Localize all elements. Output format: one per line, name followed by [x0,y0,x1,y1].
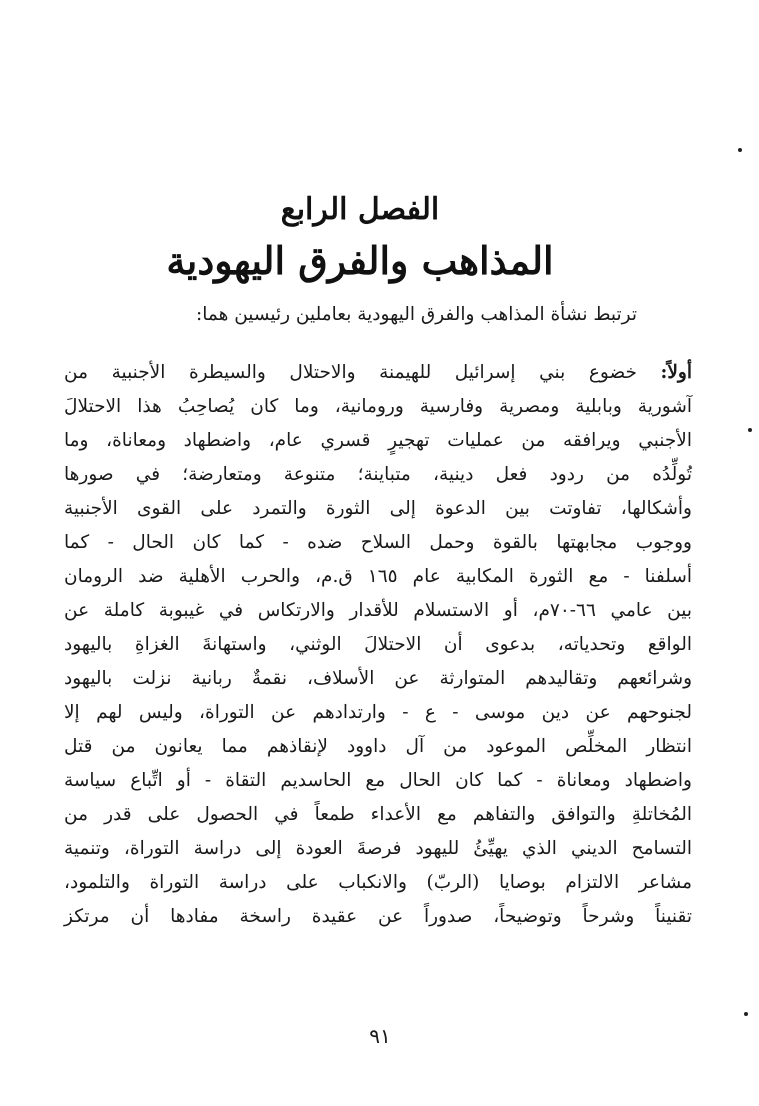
margin-speck [744,1012,748,1016]
paragraph-line: لجنوحهم عن دين موسى - ع - وارتدادهم عن التوراة، وليس لهم إلا [64,702,692,723]
paragraph-line: بين عامي ٦٦-٧٠م، أو الاستسلام للأقدار والارتكاس في غيبوبة كاملة عن [64,600,692,621]
paragraph-line [64,356,692,390]
paragraph-line-text: خضوع بني إسرائيل للهيمنة والاحتلال والسيطرة الأجنبية من [64,362,637,383]
paragraph-line: آشورية وبابلية ومصرية وفارسية ورومانية، وما كان يُصاحِبُ هذا الاحتلالَ [64,396,692,417]
paragraph-line: الأجنبي ويرافقه من عمليات تهجيرٍ قسري عام، واضطهاد ومعاناة، وما [64,430,692,451]
intro-sentence: ترتبط نشأة المذاهب والفرق اليهودية بعاملين رئيسين هما: [196,304,637,325]
paragraph-line: وأشكالها، تفاوتت بين الدعوة إلى الثورة والتمرد على القوى الأجنبية [64,498,692,519]
paragraph-line: تُولِّدُه من ردود فعل دينية، متباينة؛ متنوعة ومتعارضة؛ في صورها [64,464,692,485]
chapter-label: الفصل الرابع [280,192,440,227]
paragraph-line: وشرائعهم وتقاليدهم المتوارثة عن الأسلاف، نقمةٌ ربانية نزلت باليهود [64,668,692,689]
paragraph-line: تقنيناً وشرحاً وتوضيحاً، صدوراً عن عقيدة راسخة مفادها أن مرتكز [64,906,692,927]
paragraph-line: انتظار المخلِّص الموعود من آل داوود لإنقاذهم مما يعانون من قتل [64,736,692,757]
paragraph-line: أسلفنا - مع الثورة المكابية عام ١٦٥ ق.م، والحرب الأهلية ضد الرومان [64,566,692,587]
margin-speck [738,148,742,152]
paragraph-line: المُخاتلةِ والتوافق والتفاهم مع الأعداء طمعاً في الحصول على قدر من [64,804,692,825]
paragraph-line: الواقع وتحدياته، بدعوى أن الاحتلالَ الوثني، واستهانةَ الغزاةِ باليهود [64,634,692,655]
page-number: ٩١ [369,1024,391,1048]
paragraph-line: مشاعر الالتزام بوصايا (الربّ) والانكباب على دراسة التوراة والتلمود، [64,872,692,893]
chapter-title: المذاهب والفرق اليهودية [166,238,554,283]
paragraph-line: ووجوب مجابهتها بالقوة وحمل السلاح ضده - كما كان الحال - كما [64,532,692,553]
margin-speck [748,428,752,432]
paragraph-line: واضطهاد ومعاناة - كما كان الحال مع الحاسديم التقاة - أو اتِّباع سياسة [64,770,692,791]
paragraph-line: التسامح الديني الذي يهيِّئُ لليهود فرصةَ العودة إلى دراسة التوراة، وتنمية [64,838,692,859]
paragraph-lead: أولاً: [660,362,692,383]
